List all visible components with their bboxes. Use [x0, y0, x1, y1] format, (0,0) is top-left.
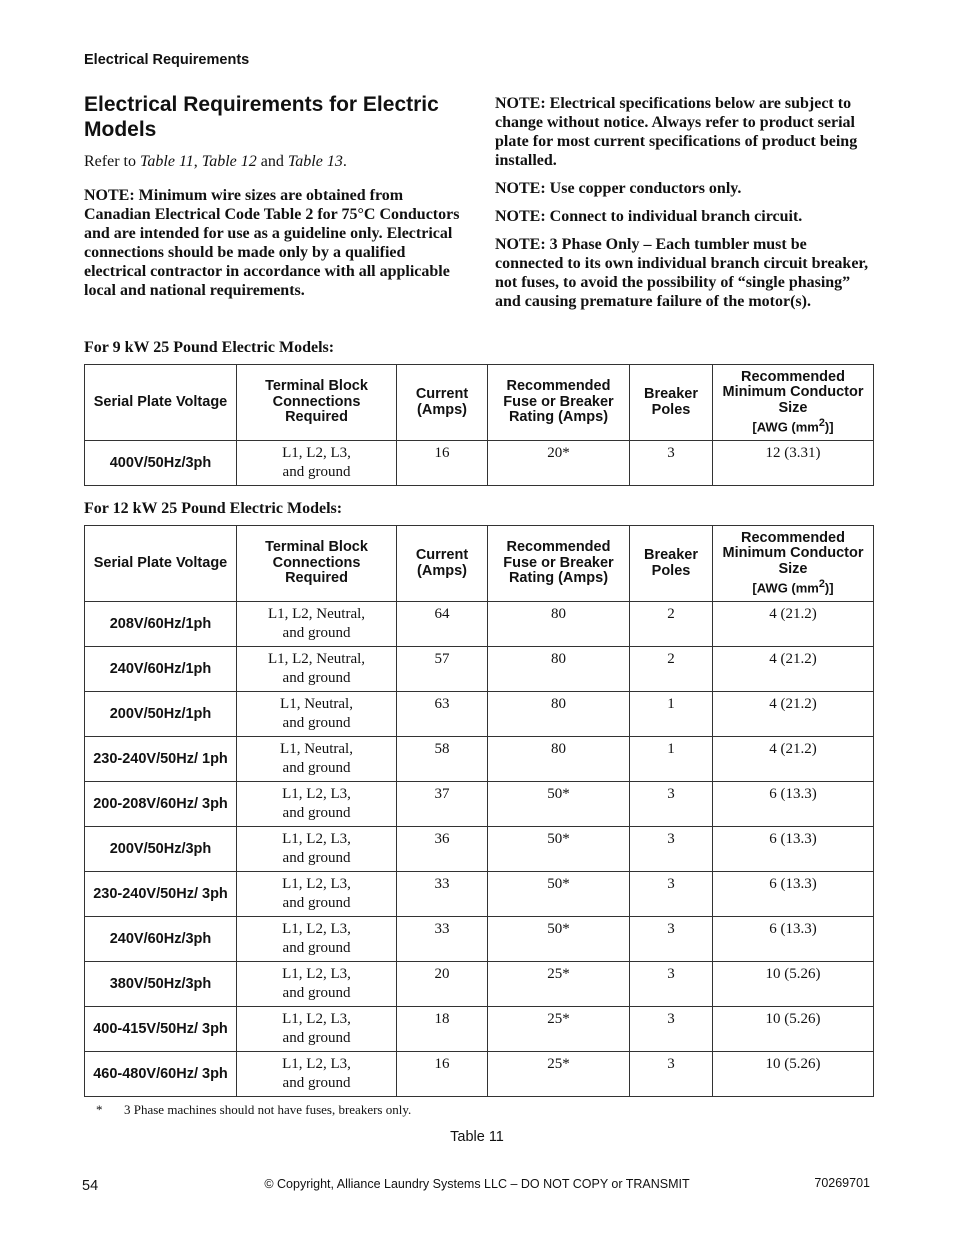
col-header-current: Current (Amps): [397, 526, 488, 602]
terminal-line-1: L1, L2, L3,: [282, 1056, 351, 1072]
cell-conductor: 4 (21.2): [713, 647, 874, 692]
table-9kw: [84, 364, 874, 486]
cell-fuse: 80: [488, 602, 630, 647]
cell-poles: 3: [630, 782, 713, 827]
refer-table-12: Table 12: [201, 153, 257, 170]
cell-voltage: 208V/60Hz/1ph: [85, 602, 237, 647]
cell-conductor: 10 (5.26): [713, 1052, 874, 1097]
terminal-line-1: L1, L2, L3,: [282, 921, 351, 937]
unit-sup: 2: [818, 578, 825, 591]
cell-voltage: 240V/60Hz/3ph: [85, 917, 237, 962]
terminal-line-2: and ground: [282, 985, 351, 1001]
cell-conductor: 6 (13.3): [713, 917, 874, 962]
conductor-label: Recommended Minimum Conductor Size: [722, 368, 864, 416]
table-row: [85, 1052, 874, 1097]
cell-conductor: 4 (21.2): [713, 692, 874, 737]
cell-current: 16: [397, 441, 488, 486]
cell-terminal: [237, 962, 397, 1007]
terminal-line-1: L1, Neutral,: [280, 696, 353, 712]
cell-poles: 2: [630, 602, 713, 647]
table-row: [85, 827, 874, 872]
running-head: Electrical Requirements: [84, 52, 250, 68]
table-12kw-header-row: [85, 526, 874, 602]
cell-voltage: 230-240V/50Hz/ 1ph: [85, 737, 237, 782]
footnote-text: 3 Phase machines should not have fuses, breakers only.: [124, 1102, 412, 1117]
table-row: [85, 872, 874, 917]
note-branch-circuit: NOTE: Connect to individual branch circuit.: [495, 208, 803, 225]
cell-poles: 3: [630, 1007, 713, 1052]
cell-conductor: 10 (5.26): [713, 1007, 874, 1052]
section-title: Electrical Requirements for Electric Models: [84, 93, 439, 141]
cell-poles: 3: [630, 962, 713, 1007]
cell-current: 33: [397, 917, 488, 962]
cell-fuse: 25*: [488, 1007, 630, 1052]
cell-voltage: 400V/50Hz/3ph: [85, 441, 237, 486]
terminal-line-2: and ground: [282, 940, 351, 956]
cell-poles: 1: [630, 737, 713, 782]
cell-fuse: 80: [488, 647, 630, 692]
cell-voltage: 230-240V/50Hz/ 3ph: [85, 872, 237, 917]
col-header-conductor: [713, 526, 874, 602]
footnote-marker: *: [96, 1102, 103, 1117]
cell-terminal: [237, 441, 397, 486]
cell-current: 64: [397, 602, 488, 647]
table-9kw-heading: For 9 kW 25 Pound Electric Models:: [84, 339, 335, 356]
cell-terminal: [237, 917, 397, 962]
refer-table-13: Table 13: [287, 153, 343, 170]
unit-sup: 2: [818, 417, 825, 430]
table-row: [85, 441, 874, 486]
cell-poles: 3: [630, 872, 713, 917]
cell-current: 33: [397, 872, 488, 917]
note-wire-sizes: NOTE: Minimum wire sizes are obtained from Canadian Electrical Code Table 2 for 75°C Conductors and are intended for use as a guideline only. Electrical connections should be made only by a qualified electrical contractor in accordance with all applicable local and national requirements.: [84, 187, 460, 299]
document-number: 70269701: [814, 1176, 870, 1190]
terminal-line-2: and ground: [282, 760, 351, 776]
terminal-line-2: and ground: [282, 1075, 351, 1091]
table-row: [85, 737, 874, 782]
conductor-label: Recommended Minimum Conductor Size: [722, 529, 864, 577]
cell-current: 20: [397, 962, 488, 1007]
table-row: [85, 917, 874, 962]
cell-terminal: [237, 827, 397, 872]
note-copper: NOTE: Use copper conductors only.: [495, 180, 742, 197]
table-row: [85, 692, 874, 737]
copyright-notice: © Copyright, Alliance Laundry Systems LLC – DO NOT COPY or TRANSMIT: [264, 1177, 690, 1191]
col-header-conductor: [713, 365, 874, 441]
conductor-unit: [717, 416, 869, 435]
cell-current: 37: [397, 782, 488, 827]
terminal-line-2: and ground: [282, 625, 351, 641]
terminal-line-2: and ground: [282, 715, 351, 731]
cell-terminal: [237, 647, 397, 692]
terminal-line-2: and ground: [282, 1030, 351, 1046]
cell-voltage: 200V/50Hz/3ph: [85, 827, 237, 872]
cell-poles: 3: [630, 1052, 713, 1097]
col-header-terminal: Terminal Block Connections Required: [237, 526, 397, 602]
terminal-line-1: L1, L2, L3,: [282, 966, 351, 982]
col-header-terminal: Terminal Block Connections Required: [237, 365, 397, 441]
cell-current: 57: [397, 647, 488, 692]
cell-terminal: [237, 872, 397, 917]
refer-table-11: Table 11: [139, 153, 194, 170]
table-footnote: [96, 1102, 411, 1118]
table-row: [85, 962, 874, 1007]
cell-voltage: 200V/50Hz/1ph: [85, 692, 237, 737]
note-three-phase: NOTE: 3 Phase Only – Each tumbler must be connected to its own individual branch circuit breaker, not fuses, to avoid the possibility of “single phasing” and causing premature failure of the motor(s).: [495, 236, 869, 310]
table-caption: Table 11: [450, 1129, 504, 1145]
table-9kw-header-row: [85, 365, 874, 441]
col-header-poles: Breaker Poles: [630, 365, 713, 441]
cell-poles: 3: [630, 441, 713, 486]
terminal-line-2: and ground: [282, 670, 351, 686]
cell-current: 36: [397, 827, 488, 872]
cell-conductor: 4 (21.2): [713, 602, 874, 647]
cell-current: 16: [397, 1052, 488, 1097]
terminal-line-2: and ground: [282, 895, 351, 911]
terminal-line-2: and ground: [282, 464, 351, 480]
col-header-voltage: Serial Plate Voltage: [85, 526, 237, 602]
cell-poles: 3: [630, 827, 713, 872]
cell-terminal: [237, 1007, 397, 1052]
cell-fuse: 50*: [488, 872, 630, 917]
cell-fuse: 80: [488, 692, 630, 737]
refer-sep: ,: [193, 153, 202, 170]
refer-end: .: [342, 153, 347, 170]
cell-voltage: 240V/60Hz/1ph: [85, 647, 237, 692]
conductor-unit: [717, 577, 869, 596]
col-header-fuse: Recommended Fuse or Breaker Rating (Amps): [488, 365, 630, 441]
unit-open: [AWG (mm: [752, 580, 819, 596]
cell-conductor: 10 (5.26): [713, 962, 874, 1007]
terminal-line-1: L1, L2, Neutral,: [267, 606, 366, 622]
right-column: [495, 94, 873, 320]
col-header-current: Current (Amps): [397, 365, 488, 441]
terminal-line-1: L1, L2, L3,: [282, 1011, 351, 1027]
terminal-line-1: L1, L2, L3,: [282, 445, 351, 461]
cell-voltage: 200-208V/60Hz/ 3ph: [85, 782, 237, 827]
cell-terminal: [237, 602, 397, 647]
cell-terminal: [237, 692, 397, 737]
left-column: [84, 92, 462, 309]
table-row: [85, 1007, 874, 1052]
col-header-voltage: Serial Plate Voltage: [85, 365, 237, 441]
terminal-line-1: L1, L2, Neutral,: [267, 651, 366, 667]
cell-current: 63: [397, 692, 488, 737]
table-12kw: [84, 525, 874, 1097]
cell-poles: 2: [630, 647, 713, 692]
cell-fuse: 80: [488, 737, 630, 782]
cell-voltage: 380V/50Hz/3ph: [85, 962, 237, 1007]
page-number: 54: [82, 1178, 99, 1194]
cell-poles: 3: [630, 917, 713, 962]
cell-fuse: 50*: [488, 827, 630, 872]
refer-line: [84, 152, 462, 172]
cell-fuse: 50*: [488, 782, 630, 827]
cell-fuse: 25*: [488, 1052, 630, 1097]
cell-current: 18: [397, 1007, 488, 1052]
table-row: [85, 647, 874, 692]
unit-open: [AWG (mm: [752, 419, 819, 435]
terminal-line-1: L1, Neutral,: [280, 741, 353, 757]
terminal-line-1: L1, L2, L3,: [282, 876, 351, 892]
cell-conductor: 6 (13.3): [713, 782, 874, 827]
unit-close: )]: [824, 580, 834, 596]
cell-fuse: 20*: [488, 441, 630, 486]
cell-terminal: [237, 737, 397, 782]
terminal-line-2: and ground: [282, 850, 351, 866]
cell-conductor: 12 (3.31): [713, 441, 874, 486]
col-header-poles: Breaker Poles: [630, 526, 713, 602]
table-12kw-heading: For 12 kW 25 Pound Electric Models:: [84, 500, 343, 517]
cell-current: 58: [397, 737, 488, 782]
cell-fuse: 50*: [488, 917, 630, 962]
cell-conductor: 4 (21.2): [713, 737, 874, 782]
col-header-fuse: Recommended Fuse or Breaker Rating (Amps): [488, 526, 630, 602]
terminal-line-1: L1, L2, L3,: [282, 786, 351, 802]
cell-voltage: 460-480V/60Hz/ 3ph: [85, 1052, 237, 1097]
unit-close: )]: [824, 419, 834, 435]
cell-conductor: 6 (13.3): [713, 872, 874, 917]
terminal-line-1: L1, L2, L3,: [282, 831, 351, 847]
table-row: [85, 602, 874, 647]
note-specifications: NOTE: Electrical specifications below are subject to change without notice. Always refer to product serial plate for most current specifications of product being installed.: [495, 95, 858, 169]
cell-terminal: [237, 1052, 397, 1097]
cell-voltage: 400-415V/50Hz/ 3ph: [85, 1007, 237, 1052]
cell-fuse: 25*: [488, 962, 630, 1007]
terminal-line-2: and ground: [282, 805, 351, 821]
cell-conductor: 6 (13.3): [713, 827, 874, 872]
table-row: [85, 782, 874, 827]
cell-terminal: [237, 782, 397, 827]
refer-and: and: [256, 153, 288, 170]
refer-prefix: Refer to: [84, 153, 140, 170]
cell-poles: 1: [630, 692, 713, 737]
